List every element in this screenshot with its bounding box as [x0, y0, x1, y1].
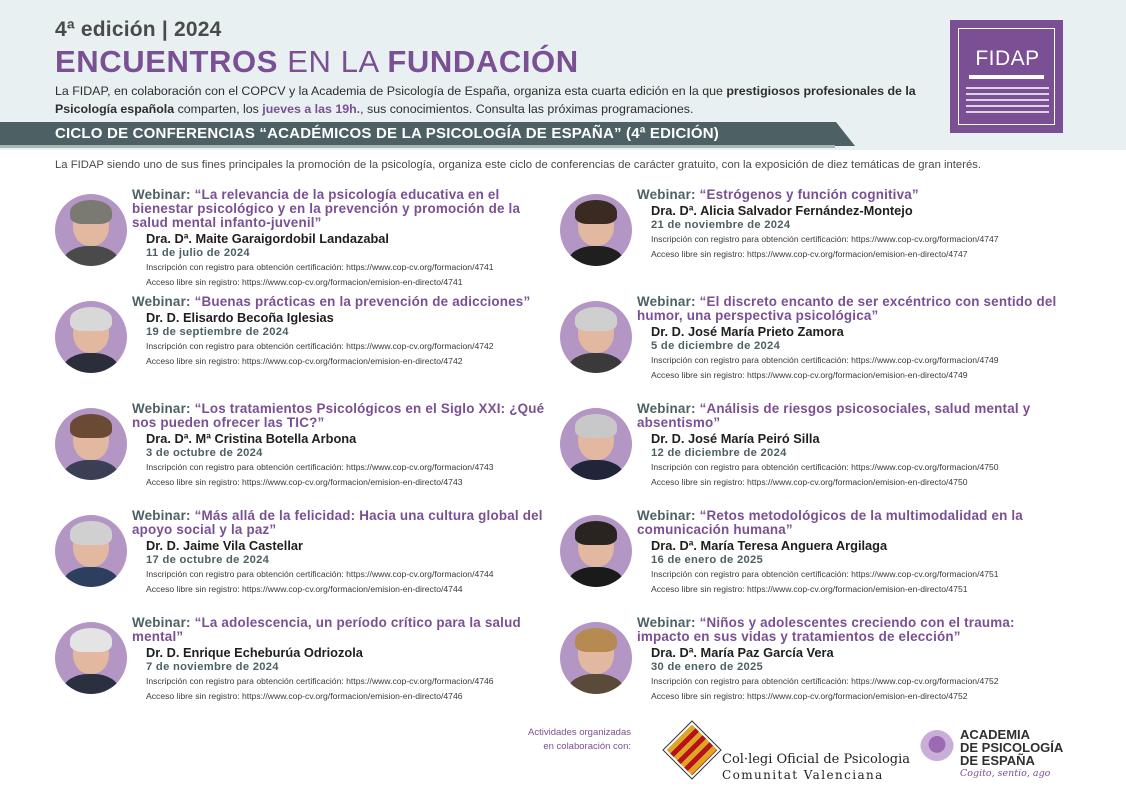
webinar-title	[132, 402, 557, 430]
live-stream-link[interactable]: Acceso libre sin registro: https://www.cop-cv.org/formacion/emision-en-directo/4743	[146, 477, 463, 487]
webinar-title	[637, 402, 1062, 430]
copcv-logo	[666, 726, 911, 782]
webinar-info	[637, 509, 1062, 597]
fidap-logo-frame	[958, 28, 1055, 125]
webinar-info	[637, 616, 1062, 704]
webinar-label: Webinar:	[132, 508, 191, 523]
academia-name-line-1: ACADEMIA	[960, 727, 1031, 742]
webinar-title	[637, 509, 1062, 537]
speaker-photo-hair	[70, 200, 112, 224]
registration-link[interactable]: Inscripción con registro para obtención certificación: https://www.cop-cv.org/formacion/4742	[146, 341, 494, 351]
webinar-date: 17 de octubre de 2024	[146, 554, 270, 566]
speaker-photo-hair	[70, 628, 112, 652]
webinar-item	[560, 508, 1050, 619]
registration-link[interactable]: Inscripción con registro para obtención certificación: https://www.cop-cv.org/formacion/4744	[146, 569, 494, 579]
webinar-date: 21 de noviembre de 2024	[651, 219, 791, 231]
webinar-item	[55, 294, 545, 405]
webinar-date: 7 de noviembre de 2024	[146, 661, 279, 673]
webinar-label: Webinar:	[637, 615, 696, 630]
speaker-photo	[560, 515, 632, 587]
registration-link[interactable]: Inscripción con registro para obtención certificación: https://www.cop-cv.org/formacion/4743	[146, 462, 494, 472]
fidap-logo-lines	[969, 75, 1044, 79]
copcv-name-line-2: Comunitat Valenciana	[722, 768, 884, 782]
speaker-photo-hair	[70, 414, 112, 438]
academia-logo	[918, 728, 1118, 782]
webinar-title	[637, 295, 1062, 323]
webinar-date: 16 de enero de 2025	[651, 554, 764, 566]
speaker-photo-body	[63, 353, 119, 373]
speaker-name: Dr. D. José María Prieto Zamora	[651, 324, 844, 339]
live-stream-link[interactable]: Acceso libre sin registro: https://www.cop-cv.org/formacion/emision-en-directo/4741	[146, 277, 463, 287]
fidap-logo-fineprint	[966, 87, 1049, 117]
speaker-photo	[560, 194, 632, 266]
academia-name	[960, 728, 1063, 767]
webinar-info	[132, 402, 557, 490]
speaker-photo-body	[63, 674, 119, 694]
banner-accent-line	[0, 145, 835, 148]
webinar-item	[560, 187, 1050, 298]
speaker-photo-body	[568, 567, 624, 587]
webinar-item	[55, 508, 545, 619]
speaker-photo	[560, 301, 632, 373]
edition-label: 4ª edición | 2024	[55, 18, 222, 41]
webinar-title	[132, 509, 557, 537]
speaker-photo	[560, 408, 632, 480]
registration-link[interactable]: Inscripción con registro para obtención certificación: https://www.cop-cv.org/formacion/4751	[651, 569, 999, 579]
webinar-item	[560, 615, 1050, 726]
page-title	[55, 44, 579, 80]
webinar-date: 19 de septiembre de 2024	[146, 326, 289, 338]
speaker-photo-body	[568, 674, 624, 694]
live-stream-link[interactable]: Acceso libre sin registro: https://www.cop-cv.org/formacion/emision-en-directo/4752	[651, 691, 968, 701]
intro-part-3: comparten, los	[174, 102, 263, 116]
webinar-title	[637, 616, 1062, 644]
section-banner-title: CICLO DE CONFERENCIAS “ACADÉMICOS DE LA PSICOLOGÍA DE ESPAÑA” (4ª EDICIÓN)	[55, 125, 720, 142]
academia-motto: Cogito, sentio, ago	[960, 768, 1051, 779]
speaker-name: Dr. D. Elisardo Becoña Iglesias	[146, 310, 334, 325]
speaker-photo-body	[568, 246, 624, 266]
speaker-name: Dra. Dª. María Paz García Vera	[651, 645, 834, 660]
webinar-date: 5 de diciembre de 2024	[651, 340, 781, 352]
title-word-2: EN LA	[287, 44, 379, 79]
registration-link[interactable]: Inscripción con registro para obtención certificación: https://www.cop-cv.org/formacion/4746	[146, 676, 494, 686]
speaker-photo-hair	[575, 307, 617, 331]
webinar-item	[560, 401, 1050, 512]
speaker-photo-body	[568, 460, 624, 480]
webinar-label: Webinar:	[637, 401, 696, 416]
speaker-photo-hair	[70, 521, 112, 545]
speaker-photo-hair	[575, 200, 617, 224]
speaker-photo-body	[63, 460, 119, 480]
registration-link[interactable]: Inscripción con registro para obtención certificación: https://www.cop-cv.org/formacion/4749	[651, 355, 999, 365]
webinar-info	[637, 295, 1062, 383]
webinar-title	[132, 188, 557, 230]
webinar-info	[132, 295, 557, 369]
registration-link[interactable]: Inscripción con registro para obtención certificación: https://www.cop-cv.org/formacion/4752	[651, 676, 999, 686]
speaker-photo-hair	[575, 414, 617, 438]
webinar-item	[55, 401, 545, 512]
title-word-1: ENCUENTROS	[55, 44, 279, 79]
speaker-name: Dra. Dª. Mª Cristina Botella Arbona	[146, 431, 357, 446]
speaker-photo-hair	[575, 628, 617, 652]
webinar-label: Webinar:	[637, 294, 696, 309]
webinar-label: Webinar:	[132, 187, 191, 202]
title-word-3: FUNDACIÓN	[387, 44, 579, 79]
webinar-label: Webinar:	[637, 508, 696, 523]
intro-part-2: prestigiosos profesionales de la Psicología española	[55, 84, 916, 116]
webinar-item	[560, 294, 1057, 405]
webinar-title-text: “Buenas prácticas en la prevención de adicciones”	[194, 294, 531, 309]
webinar-date: 12 de diciembre de 2024	[651, 447, 787, 459]
speaker-photo	[55, 194, 127, 266]
live-stream-link[interactable]: Acceso libre sin registro: https://www.cop-cv.org/formacion/emision-en-directo/4746	[146, 691, 463, 701]
cycle-description: La FIDAP siendo uno de sus fines principales la promoción de la psicología, organiza este ciclo de conferencias de carácter gratuito, con la exposición de diez temáticas de gran interés.	[55, 159, 982, 171]
registration-link[interactable]: Inscripción con registro para obtención certificación: https://www.cop-cv.org/formacion/4750	[651, 462, 999, 472]
speaker-photo	[55, 408, 127, 480]
live-stream-link[interactable]: Acceso libre sin registro: https://www.cop-cv.org/formacion/emision-en-directo/4750	[651, 477, 968, 487]
webinar-title-text: “Niños y adolescentes creciendo con el trauma: impacto en sus vidas y tratamientos de elección”	[637, 615, 1015, 644]
webinar-info	[637, 188, 1062, 262]
collaboration-line-1: Actividades organizadas	[528, 727, 631, 738]
speaker-photo	[55, 515, 127, 587]
live-stream-link[interactable]: Acceso libre sin registro: https://www.cop-cv.org/formacion/emision-en-directo/4742	[146, 356, 463, 366]
speaker-photo-body	[63, 567, 119, 587]
speaker-photo-hair	[70, 307, 112, 331]
live-stream-link[interactable]: Acceso libre sin registro: https://www.cop-cv.org/formacion/emision-en-directo/4749	[651, 370, 968, 380]
registration-link[interactable]: Inscripción con registro para obtención certificación: https://www.cop-cv.org/formacion/4747	[651, 234, 999, 244]
speaker-name: Dr. D. José María Peiró Silla	[651, 431, 820, 446]
webinar-label: Webinar:	[637, 187, 696, 202]
speaker-photo-body	[568, 353, 624, 373]
speaker-photo	[55, 622, 127, 694]
webinar-info	[132, 509, 557, 597]
webinar-title	[132, 295, 557, 309]
webinar-item	[55, 615, 545, 726]
intro-part-5: , sus conocimientos. Consulta las próximas programaciones.	[360, 102, 694, 116]
intro-part-4: jueves a las 19h.	[262, 102, 361, 116]
webinar-info	[637, 402, 1062, 490]
live-stream-link[interactable]: Acceso libre sin registro: https://www.cop-cv.org/formacion/emision-en-directo/4747	[651, 249, 968, 259]
webinar-date: 3 de octubre de 2024	[146, 447, 263, 459]
webinar-title	[132, 616, 557, 644]
speaker-photo-hair	[575, 521, 617, 545]
webinar-date: 11 de julio de 2024	[146, 247, 250, 259]
registration-link[interactable]: Inscripción con registro para obtención certificación: https://www.cop-cv.org/formacion/4741	[146, 262, 494, 272]
speaker-name: Dr. D. Enrique Echeburúa Odriozola	[146, 645, 363, 660]
speaker-photo	[55, 301, 127, 373]
webinar-info	[132, 188, 557, 290]
academia-emblem-icon	[920, 730, 954, 766]
academia-name-line-3: DE ESPAÑA	[960, 753, 1035, 768]
speaker-name: Dr. D. Jaime Vila Castellar	[146, 538, 303, 553]
webinar-title-text: “El discreto encanto de ser excéntrico con sentido del humor, una perspectiva psicológica”	[637, 294, 1057, 323]
live-stream-link[interactable]: Acceso libre sin registro: https://www.cop-cv.org/formacion/emision-en-directo/4744	[146, 584, 463, 594]
fidap-logo	[950, 20, 1063, 133]
collaboration-line-2: en colaboración con:	[543, 741, 631, 752]
webinar-title-text: “La relevancia de la psicología educativa en el bienestar psicológico y en la prevención y promoción de la salud mental infanto-juvenil”	[132, 187, 521, 230]
fidap-logo-text: FIDAP	[975, 47, 1040, 70]
speaker-photo	[560, 622, 632, 694]
copcv-name-line-1: Col·legi Oficial de Psicologia	[722, 752, 911, 767]
webinar-title-text: “La adolescencia, un período crítico para la salud mental”	[132, 615, 521, 644]
collaboration-note	[505, 726, 631, 754]
webinar-title	[637, 188, 1062, 202]
live-stream-link[interactable]: Acceso libre sin registro: https://www.cop-cv.org/formacion/emision-en-directo/4751	[651, 584, 968, 594]
academia-name-line-2: DE PSICOLOGÍA	[960, 740, 1064, 755]
webinar-info	[132, 616, 557, 704]
webinar-title-text: “Estrógenos y función cognitiva”	[699, 187, 919, 202]
webinar-title-text: “Los tratamientos Psicológicos en el Siglo XXI: ¿Qué nos pueden ofrecer las TIC?”	[132, 401, 545, 430]
webinar-title-text: “Retos metodológicos de la multimodalidad en la comunicación humana”	[637, 508, 1023, 537]
webinar-item	[55, 187, 545, 298]
webinar-title-text: “Análisis de riesgos psicosociales, salud mental y absentismo”	[637, 401, 1031, 430]
webinar-date: 30 de enero de 2025	[651, 661, 764, 673]
speaker-name: Dra. Dª. Maite Garaigordobil Landazabal	[146, 231, 389, 246]
webinar-title-text: “Más allá de la felicidad: Hacia una cultura global del apoyo social y la paz”	[132, 508, 543, 537]
webinar-label: Webinar:	[132, 615, 191, 630]
speaker-name: Dra. Dª. María Teresa Anguera Argilaga	[651, 538, 888, 553]
webinar-label: Webinar:	[132, 294, 191, 309]
speaker-photo-body	[63, 246, 119, 266]
webinar-label: Webinar:	[132, 401, 191, 416]
speaker-name: Dra. Dª. Alicia Salvador Fernández-Montejo	[651, 203, 913, 218]
intro-text	[55, 82, 945, 118]
intro-part-1: La FIDAP, en colaboración con el COPCV y la Academia de Psicología de España, organiza esta cuarta edición en la que	[55, 84, 727, 98]
copcv-emblem-icon	[664, 722, 721, 779]
